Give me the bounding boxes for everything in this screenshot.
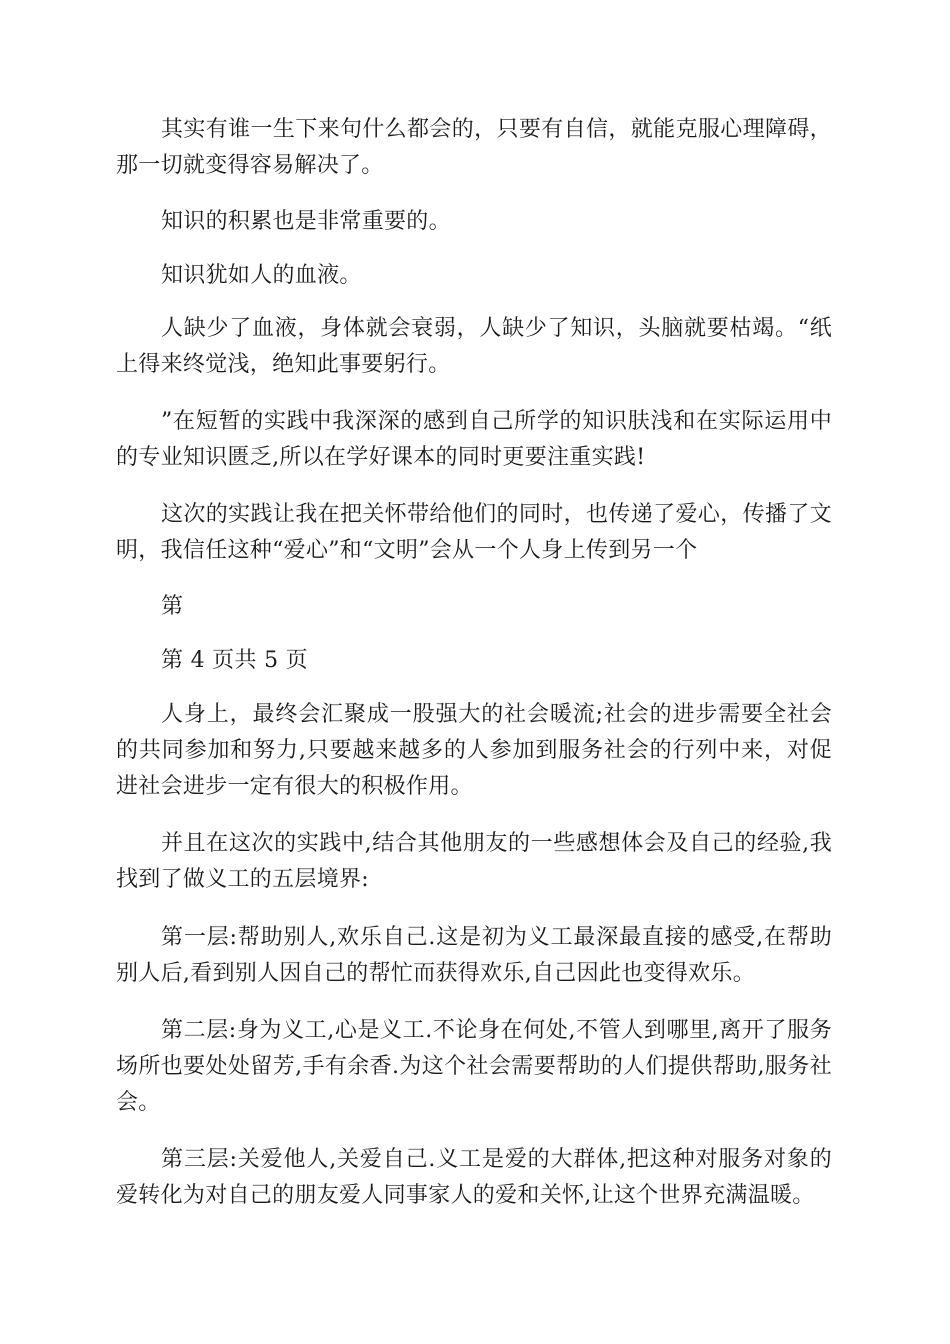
- paragraph-social-warmth: 人身上，最终会汇聚成一股强大的社会暖流;社会的进步需要全社会的共同参加和努力,只要越来越多的人参加到服务社会的行列中来，对促进社会进步一定有很大的积极作用。: [116, 702, 832, 799]
- paragraph-lack-of-knowledge: 人缺少了血液，身体就会衰弱，人缺少了知识，头脑就要枯竭。“纸上得来终觉浅，绝知此事要躬行。: [116, 316, 832, 377]
- paragraph-realm-one: 第一层:帮助别人,欢乐自己.这是初为义工最深最直接的感受,在帮助别人后,看到别人因自己的帮忙而获得欢乐,自己因此也变得欢乐。: [116, 925, 832, 986]
- paragraph-realm-three: 第三层:关爱他人,关爱自己.义工是爱的大群体,把这种对服务对象的爱转化为对自己的朋友爱人同事家人的爱和关怀,让这个世界充满温暖。: [116, 1147, 832, 1208]
- paragraph-realm-two: 第二层:身为义工,心是义工.不论身在何处,不管人到哪里,离开了服务场所也要处处留芳,手有余香.为这个社会需要帮助的人们提供帮助,服务社会。: [116, 1018, 832, 1115]
- paragraph-love-and-civilization: 这次的实践让我在把关怀带给他们的同时，也传递了爱心，传播了文明，我信任这种“爱心”和“文明”会从一个人身上传到另一个: [116, 502, 832, 563]
- paragraph-knowledge-accumulation: 知识的积累也是非常重要的。: [161, 209, 451, 234]
- paragraph-confidence: 其实有谁一生下来句什么都会的，只要有自信，就能克服心理障碍，那一切就变得容易解决了。: [116, 117, 832, 178]
- paragraph-five-realms-intro: 并且在这次的实践中,结合其他朋友的一些感想体会及自己的经验,我找到了做义工的五层境界:: [116, 831, 832, 892]
- paragraph-practice: ”在短暂的实践中我深深的感到自己所学的知识肤浅和在实际运用中的专业知识匮乏,所以在学好课本的同时更要注重实践!: [116, 409, 832, 470]
- paragraph-knowledge-blood: 知识犹如人的血液。: [161, 263, 362, 288]
- page-number: 第 4 页共 5 页: [161, 648, 308, 673]
- page-break-fragment: 第: [161, 594, 184, 619]
